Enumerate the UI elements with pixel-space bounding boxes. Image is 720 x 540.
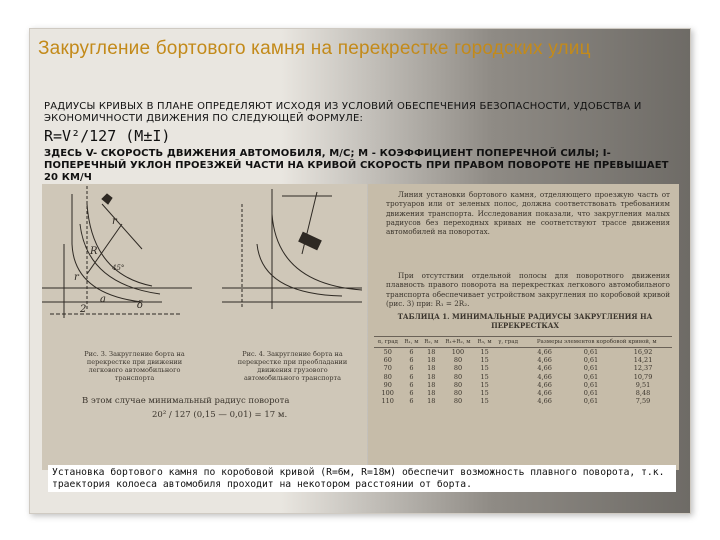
- table-row: [374, 389, 672, 397]
- table-cell: 80: [453, 389, 463, 398]
- table-cell: 70: [383, 364, 392, 373]
- table-cell: 0,61: [583, 356, 599, 365]
- table-cell: 80: [453, 397, 463, 406]
- fig3-label-a: a: [100, 294, 106, 305]
- table-cell: 9,51: [635, 380, 651, 389]
- table-cell: 12,37: [633, 364, 653, 373]
- table-cell: 6: [409, 372, 414, 381]
- table-cell: 80: [453, 364, 463, 373]
- table-cell: 18: [427, 380, 436, 389]
- table-cell: 6: [409, 397, 414, 406]
- table-cell: 16,92: [633, 348, 653, 356]
- scan-paragraph-1: Линия установки бортового камня, отделяющего проезжую часть от тротуаров или от зеленых полос, должна соответствовать требованиям движения транспорта. Исследования показали, что закругления малых радиусов без переходных кривых не соответствуют трассе движения автомобилей на поворотах.: [386, 190, 670, 237]
- table-cell: 0,61: [583, 372, 599, 381]
- fig3-label-r2: R: [90, 246, 98, 257]
- table-header: R₂, м: [421, 337, 441, 348]
- table-cell: 6: [409, 389, 414, 398]
- table-cell: 4,66: [537, 389, 552, 398]
- table-cell: 60: [383, 356, 392, 365]
- radius-case-text: В этом случае минимальный радиус поворота: [82, 396, 290, 406]
- table-cell: 18: [427, 348, 436, 356]
- table-cell: 7,59: [635, 397, 651, 406]
- table-cell: 110: [381, 397, 394, 406]
- scanned-text-page: [368, 184, 679, 470]
- table-cell: 0,61: [583, 389, 599, 398]
- table-cell: 0,61: [583, 397, 599, 406]
- table-cell: 10,79: [633, 372, 653, 381]
- table-cell: 4,66: [537, 364, 552, 373]
- curb-diagrams: [42, 184, 367, 470]
- table-header: γ, град: [495, 337, 522, 348]
- table-header-row: [374, 337, 672, 348]
- table-cell: 6: [409, 364, 414, 373]
- table-cell: 4,66: [537, 348, 552, 356]
- table-cell: 18: [427, 389, 436, 398]
- radius-case-formula: 20² / 127 (0,15 — 0,01) = 17 м.: [152, 410, 288, 420]
- table-cell: 6: [409, 348, 414, 356]
- radius-formula: R=V²/127 (M±I): [44, 127, 171, 145]
- table-cell: 100: [381, 389, 394, 398]
- scan-paragraph-2: При отсутствии отдельной полосы для поворотного движения плавность правого поворота на перекрестках легкового автомобильного транспорта обеспечивает устройством закругления по коробовой кривой (рис. 3) при: R₁ = 2R₂.: [386, 271, 670, 308]
- table-cell: 0,61: [583, 380, 599, 389]
- table-row: [374, 373, 672, 381]
- fig4-caption: Рис. 4. Закругление борта на перекрестке при преобладании движения грузового автомобильного транспорта: [237, 350, 348, 382]
- table-header: α, град: [374, 337, 401, 348]
- table-cell: 15: [480, 372, 489, 381]
- table-cell: 18: [427, 397, 436, 406]
- table-header: R₁+R₂, м: [441, 337, 474, 348]
- table-cell: 18: [427, 372, 436, 381]
- table-cell: 0,61: [583, 348, 599, 356]
- table-row: [374, 348, 672, 357]
- table-header: Размеры элементов коробовой кривой, м: [522, 337, 672, 348]
- radius-table: [374, 336, 672, 405]
- table-cell: 6: [409, 380, 414, 389]
- intro-text: РАДИУСЫ КРИВЫХ В ПЛАНЕ ОПРЕДЕЛЯЮТ ИСХОДЯ ИЗ УСЛОВИЙ ОБЕСПЕЧЕНИЯ БЕЗОПАСНОСТИ, УДОБСТВА И ЭКОНОМИЧНОСТИ ДВИЖЕНИЯ ПО СЛЕДУЮЩЕЙ ФОРМУЛЕ:: [44, 101, 642, 124]
- slide: [29, 28, 691, 514]
- table-cell: 80: [453, 380, 463, 389]
- table-cell: 6: [409, 356, 414, 365]
- fig3-caption: Рис. 3. Закругление борта на перекрестке при движении легкового автомобильного транспорта: [84, 350, 185, 382]
- table-cell: 15: [480, 389, 489, 398]
- table-cell: 80: [453, 356, 463, 365]
- table-cell: 90: [383, 380, 392, 389]
- fig3-label-delta: δ: [137, 300, 144, 311]
- fig3-label-r: r: [112, 216, 117, 227]
- table-row: [374, 381, 672, 389]
- table-cell: 80: [453, 372, 463, 381]
- table-header: R₁, м: [401, 337, 421, 348]
- table-row: [374, 397, 672, 405]
- scanned-figures-page: [42, 184, 367, 470]
- fig3-label-45: 45°: [112, 264, 125, 272]
- table-row: [374, 364, 672, 372]
- table-header: R₃, м: [475, 337, 495, 348]
- table-cell: 80: [383, 372, 392, 381]
- table-cell: 100: [451, 348, 465, 356]
- fig3-label-2: 2: [80, 304, 87, 315]
- table-cell: 15: [480, 380, 489, 389]
- table-cell: 15: [480, 348, 489, 356]
- table-cell: 18: [427, 356, 436, 365]
- scan-table-title: ТАБЛИЦА 1. МИНИМАЛЬНЫЕ РАДИУСЫ ЗАКРУГЛЕНИЯ НА ПЕРЕКРЕСТКАХ: [397, 312, 653, 330]
- definitions-text: ЗДЕСЬ V- СКОРОСТЬ ДВИЖЕНИЯ АВТОМОБИЛЯ, М/С; М - КОЭФФИЦИЕНТ ПОПЕРЕЧНОЙ СИЛЫ; I- ПОПЕРЕЧНЫЙ УКЛОН ПРОЕЗЖЕЙ ЧАСТИ НА КРИВОЙ СКОРОСТЬ ПРИ ПРАВОМ ПОВОРОТЕ НЕ ПРЕВЫШАЕТ 20 КМ/Ч: [44, 148, 669, 183]
- table-row: [374, 356, 672, 364]
- table-cell: 4,66: [537, 356, 552, 365]
- table-cell: 18: [427, 364, 436, 373]
- table-cell: 4,66: [537, 372, 552, 381]
- table-cell: 4,66: [537, 397, 552, 406]
- bottom-caption: Установка бортового камня по коробовой кривой (R=6м, R=18м) обеспечит возможность плавного поворота, т.к. траектория колоеса автомобиля проходит на некотором расстоянии от борта.: [48, 465, 676, 492]
- table-cell: 50: [383, 348, 392, 356]
- table-cell: 15: [480, 364, 489, 373]
- table-cell: 8,48: [635, 389, 651, 398]
- table-cell: 14,21: [633, 356, 653, 365]
- slide-title: Закругление бортового камня на перекрестке городских улиц: [38, 38, 591, 59]
- fig3-label-r3: r: [74, 272, 79, 283]
- table-cell: 15: [480, 397, 489, 406]
- table-cell: 0,61: [583, 364, 599, 373]
- table-cell: 4,66: [537, 380, 552, 389]
- table-cell: 15: [480, 356, 489, 365]
